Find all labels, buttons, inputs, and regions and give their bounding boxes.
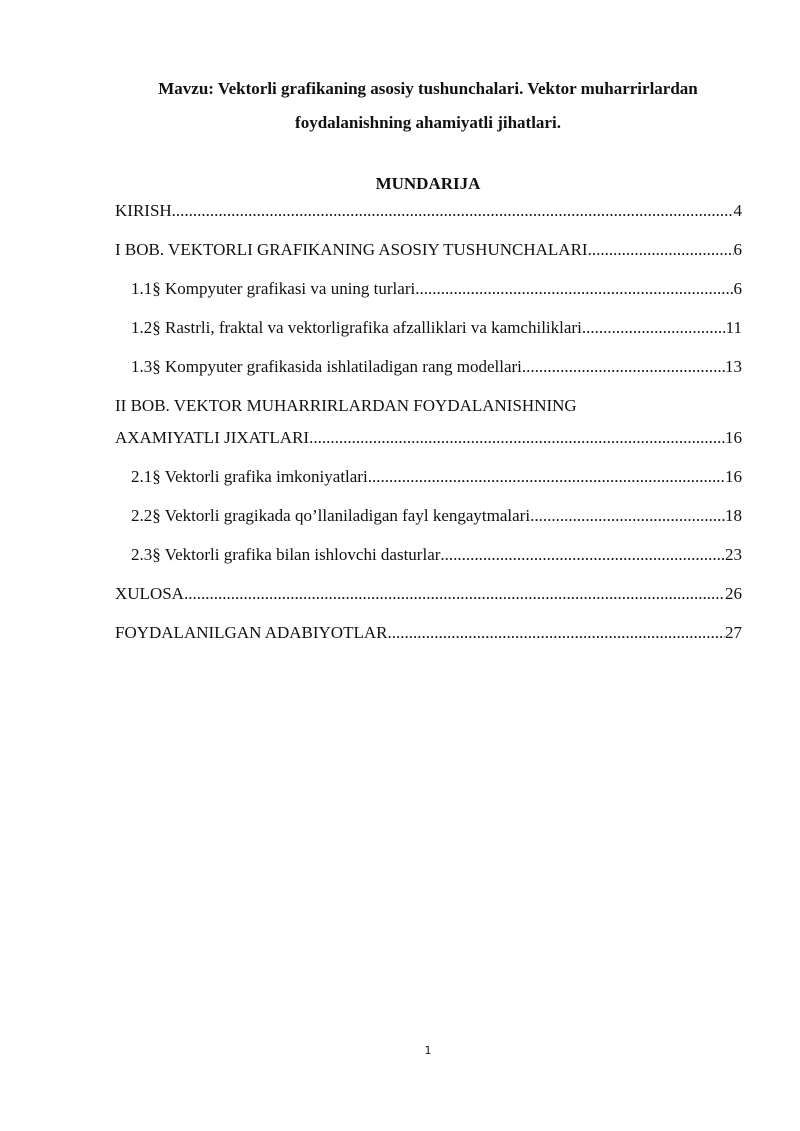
toc-entry-page: 11 bbox=[725, 318, 742, 337]
toc-entry-chapter-2[interactable] bbox=[115, 426, 742, 450]
toc-entry-section-2-3[interactable] bbox=[131, 543, 742, 567]
toc-entry-text: I BOB. VEKTORLI GRAFIKANING ASOSIY TUSHUNCHALARI bbox=[115, 240, 588, 259]
page-number: 1 bbox=[424, 1044, 432, 1057]
toc-leader-dots bbox=[387, 621, 725, 645]
toc-entry-text: 1.3§ Kompyuter grafikasida ishlatiladigan rang modellari bbox=[131, 357, 522, 376]
toc-entry-kirish[interactable] bbox=[115, 199, 742, 223]
document-title-line-2: foydalanishning ahamiyatli jihatlari. bbox=[295, 113, 561, 132]
toc-leader-dots bbox=[530, 504, 725, 528]
toc-leader-dots bbox=[184, 582, 725, 606]
toc-entry-text: FOYDALANILGAN ADABIYOTLAR bbox=[115, 623, 388, 642]
toc-entry-text: 2.1§ Vektorli grafika imkoniyatlari bbox=[131, 467, 368, 486]
toc-leader-dots bbox=[415, 277, 733, 301]
toc-entry-page: 18 bbox=[725, 506, 742, 525]
toc-heading: MUNDARIJA bbox=[375, 174, 481, 193]
toc-entry-section-1-2[interactable] bbox=[131, 316, 742, 340]
toc-entry-section-1-3[interactable] bbox=[131, 355, 742, 379]
toc-entry-text: 1.2§ Rastrli, fraktal va vektorligrafika afzalliklari va kamchiliklari bbox=[131, 318, 582, 337]
toc-entry-chapter-1[interactable] bbox=[115, 238, 742, 262]
toc-entry-xulosa[interactable] bbox=[115, 582, 742, 606]
toc-entry-text: KIRISH bbox=[115, 201, 172, 220]
toc-entry-section-2-1[interactable] bbox=[131, 465, 742, 489]
toc-entry-text: 2.3§ Vektorli grafika bilan ishlovchi dasturlar bbox=[131, 545, 441, 564]
toc-entry-section-2-2[interactable] bbox=[131, 504, 742, 528]
toc-leader-dots bbox=[368, 465, 725, 489]
toc-entry-section-1-1[interactable] bbox=[131, 277, 742, 301]
toc-entry-page: 23 bbox=[725, 545, 742, 564]
toc-entry-page: 16 bbox=[725, 428, 742, 447]
toc-leader-dots bbox=[309, 426, 725, 450]
toc-entry-text: XULOSA bbox=[115, 584, 184, 603]
toc-entry-page: 27 bbox=[725, 623, 742, 642]
toc-entry-page: 6 bbox=[733, 240, 742, 259]
toc-entry-page: 13 bbox=[725, 357, 742, 376]
toc-entry-page: 26 bbox=[725, 584, 742, 603]
toc-entry-page: 6 bbox=[733, 279, 742, 298]
toc-leader-dots bbox=[582, 316, 726, 340]
toc-entry-chapter-2-line-1[interactable]: II BOB. VEKTOR MUHARRIRLARDAN FOYDALANISHNING bbox=[115, 396, 577, 415]
toc-entry-references[interactable] bbox=[115, 621, 742, 645]
toc-leader-dots bbox=[522, 355, 725, 379]
toc-entry-page: 16 bbox=[725, 467, 742, 486]
toc-entry-page: 4 bbox=[733, 201, 742, 220]
toc-entry-text: 2.2§ Vektorli gragikada qo’llaniladigan fayl kengaytmalari bbox=[131, 506, 531, 525]
toc-entry-text: AXAMIYATLI JIXATLARI bbox=[115, 428, 310, 447]
document-title-line-1: Mavzu: Vektorli grafikaning asosiy tushunchalari. Vektor muharrirlardan bbox=[158, 79, 698, 98]
toc-leader-dots bbox=[172, 199, 734, 223]
toc-leader-dots bbox=[588, 238, 734, 262]
toc-leader-dots bbox=[440, 543, 725, 567]
toc-entry-text: 1.1§ Kompyuter grafikasi va uning turlari bbox=[131, 279, 416, 298]
